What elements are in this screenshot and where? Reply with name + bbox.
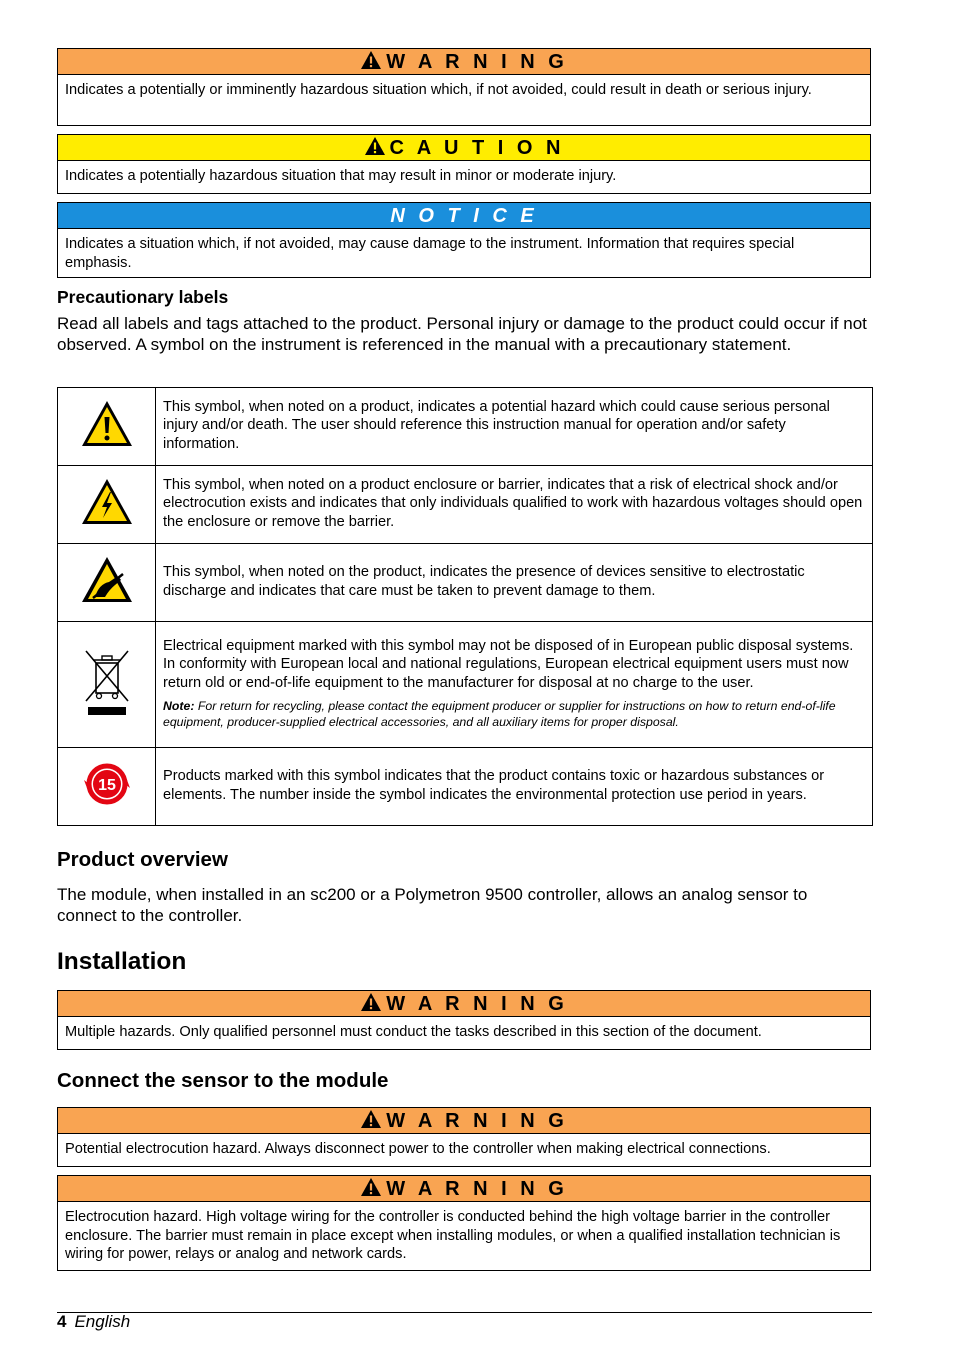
warning-title: W A R N I N G — [386, 1178, 568, 1200]
weee-bin-icon — [82, 647, 132, 717]
installation-warning-box — [57, 990, 871, 1050]
caution-header — [58, 135, 870, 161]
product-overview-heading: Product overview — [57, 848, 228, 871]
warning-title: W A R N I N G — [386, 1110, 568, 1132]
page-footer — [57, 1312, 130, 1332]
symbol-row-text: Electrical equipment marked with this symbol may not be disposed of in European public disposal systems. In conformity with European local and national regulations, European electrical equipment users must now return old or end-of-life equipment to the manufacturer for disposal at no charge to the user. — [163, 637, 854, 691]
symbol-row — [58, 544, 873, 622]
connect-warning-text-2: Electrocution hazard. High voltage wiring for the controller is conducted behind the high voltage barrier in the controller enclosure. The barrier must remain in place except when installing modules, or when a qualified installation technician is wiring for power, relays or analog and network cards. — [65, 1209, 841, 1262]
efup-15-icon — [83, 760, 131, 808]
installation-warning-text: Multiple hazards. Only qualified personnel must conduct the tasks described in this section of the document. — [65, 1024, 762, 1040]
footer-language: English — [74, 1312, 131, 1331]
note-text: For return for recycling, please contact the equipment producer or supplier for instructions on how to return end-of-life equipment, producer-supplied electrical accessories, and all auxiliary items for proper disposal. — [163, 699, 836, 730]
installation-heading: Installation — [57, 948, 187, 975]
symbol-row — [58, 388, 873, 466]
caution-text: Indicates a potentially hazardous situation that may result in minor or moderate injury. — [65, 168, 617, 184]
connect-warning-box-2 — [57, 1175, 871, 1271]
product-overview-text: The module, when installed in an sc200 or a Polymetron 9500 controller, allows an analog sensor to connect to the controller. — [57, 885, 808, 925]
caution-title: C A U T I O N — [389, 137, 565, 159]
note-label: Note: — [163, 699, 195, 714]
warning-text: Indicates a potentially or imminently hazardous situation which, if not avoided, could result in death or serious injury. — [65, 82, 812, 98]
efup-number: 15 — [97, 777, 116, 794]
notice-header — [58, 203, 870, 229]
general-hazard-icon — [79, 398, 135, 450]
warning-title: W A R N I N G — [386, 993, 568, 1015]
notice-title: N O T I C E — [390, 205, 538, 227]
symbol-table — [57, 387, 873, 826]
warning-triangle-icon — [360, 1177, 382, 1197]
symbol-row-text: Products marked with this symbol indicates that the product contains toxic or hazardous substances or elements. The number inside the symbol indicates the environmental protection use period in years. — [156, 748, 873, 826]
symbol-row — [58, 748, 873, 826]
warning-triangle-icon — [360, 1109, 382, 1129]
notice-text: Indicates a situation which, if not avoided, may cause damage to the instrument. Information that requires special emphasis. — [65, 236, 795, 271]
precautionary-intro: Read all labels and tags attached to the product. Personal injury or damage to the product could occur if not observed. A symbol on the instrument is referenced in the manual with a precautionary statement. — [57, 314, 867, 354]
warning-header — [58, 49, 870, 75]
symbol-row-text: This symbol, when noted on a product enclosure or barrier, indicates that a risk of electrical shock and/or electrocution exists and indicates that only individuals qualified to work with hazardous voltages should open the enclosure or remove the barrier. — [156, 466, 873, 544]
connect-warning-box-1 — [57, 1107, 871, 1167]
recycling-note — [163, 698, 865, 730]
connect-sensor-heading: Connect the sensor to the module — [57, 1069, 389, 1092]
connect-warning-text-1: Potential electrocution hazard. Always disconnect power to the controller when making electrical connections. — [65, 1141, 771, 1157]
precautionary-heading: Precautionary labels — [57, 287, 229, 307]
esd-icon — [79, 554, 135, 606]
footer-divider — [57, 1312, 872, 1313]
symbol-row-text: This symbol, when noted on the product, indicates the presence of devices sensitive to electrostatic discharge and indicates that care must be taken to prevent damage to them. — [156, 544, 873, 622]
symbol-row — [58, 466, 873, 544]
notice-box — [57, 202, 871, 278]
symbol-row — [58, 622, 873, 748]
caution-triangle-icon — [364, 136, 386, 156]
electrical-shock-icon — [79, 476, 135, 528]
warning-triangle-icon — [360, 50, 382, 70]
caution-box — [57, 134, 871, 194]
warning-box — [57, 48, 871, 126]
warning-triangle-icon — [360, 992, 382, 1012]
symbol-row-text: This symbol, when noted on a product, indicates a potential hazard which could cause serious personal injury and/or death. The user should reference this instruction manual for operation and/or safety information. — [156, 388, 873, 466]
warning-title: W A R N I N G — [386, 51, 568, 73]
page-number: 4 — [57, 1312, 67, 1331]
